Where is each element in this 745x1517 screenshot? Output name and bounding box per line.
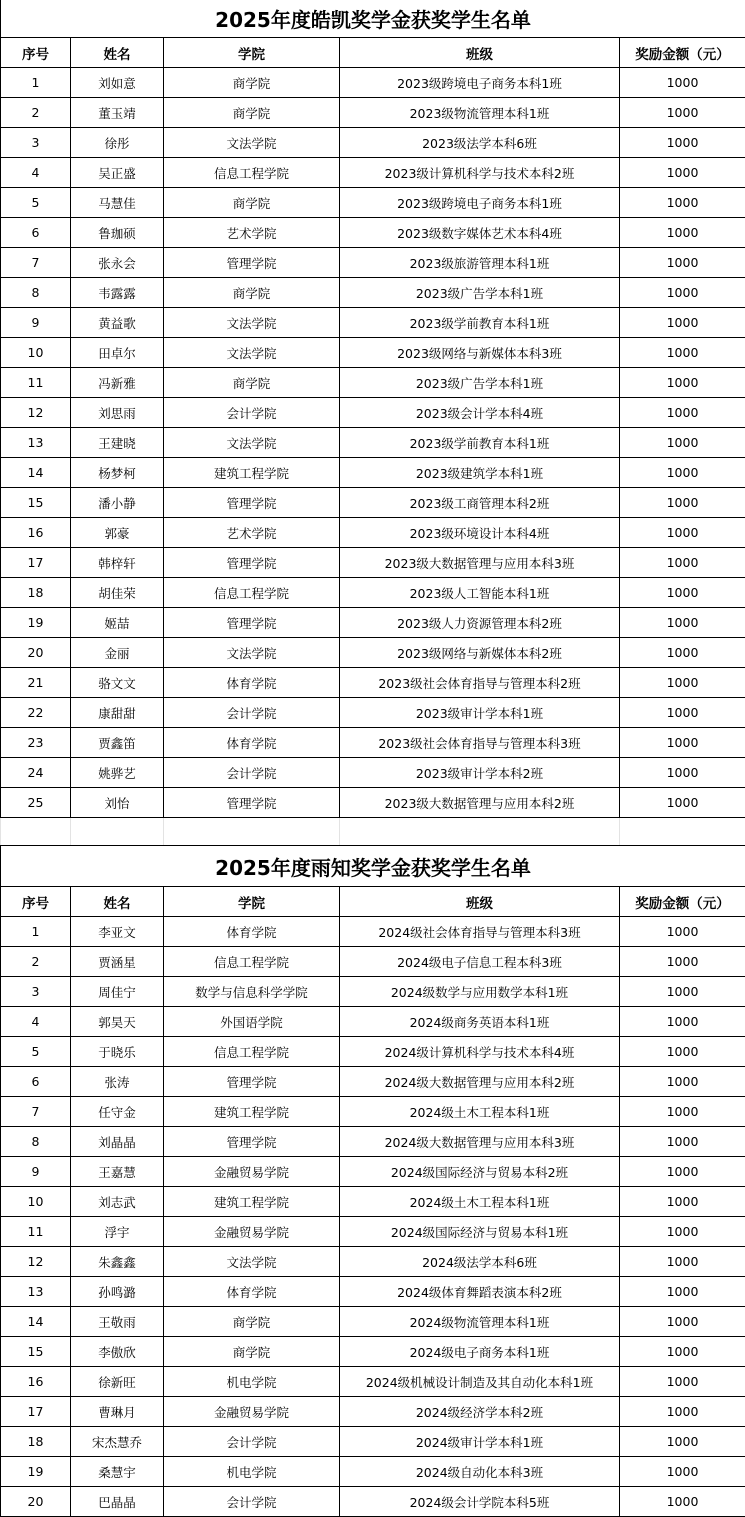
cell-name: 刘如意 bbox=[71, 68, 164, 98]
cell-index: 4 bbox=[1, 158, 71, 188]
table-row bbox=[1, 758, 745, 788]
cell-name: 刘志武 bbox=[71, 1187, 164, 1217]
cell-index: 20 bbox=[1, 1487, 71, 1517]
cell-class: 2024级国际经济与贸易本科1班 bbox=[340, 1217, 620, 1247]
table-row bbox=[1, 518, 745, 548]
cell-index: 12 bbox=[1, 1247, 71, 1277]
table-row bbox=[1, 1487, 745, 1517]
table-row bbox=[1, 548, 745, 578]
cell-amount: 1000 bbox=[620, 278, 745, 308]
table-row bbox=[1, 578, 745, 608]
cell-amount: 1000 bbox=[620, 1457, 745, 1487]
cell-college: 外国语学院 bbox=[164, 1007, 340, 1037]
cell-college: 文法学院 bbox=[164, 638, 340, 668]
cell-class: 2023级广告学本科1班 bbox=[340, 278, 620, 308]
cell-amount: 1000 bbox=[620, 1007, 745, 1037]
cell-college: 商学院 bbox=[164, 1337, 340, 1367]
cell-college: 建筑工程学院 bbox=[164, 458, 340, 488]
header-class: 班级 bbox=[340, 38, 620, 68]
cell-index: 1 bbox=[1, 917, 71, 947]
cell-name: 贾鑫笛 bbox=[71, 728, 164, 758]
cell-name: 于晓乐 bbox=[71, 1037, 164, 1067]
cell-amount: 1000 bbox=[620, 1487, 745, 1517]
cell-college: 管理学院 bbox=[164, 548, 340, 578]
cell-index: 24 bbox=[1, 758, 71, 788]
cell-class: 2023级学前教育本科1班 bbox=[340, 428, 620, 458]
table-row bbox=[1, 98, 745, 128]
cell-index: 15 bbox=[1, 488, 71, 518]
header-name: 姓名 bbox=[71, 887, 164, 917]
cell-class: 2024级电子信息工程本科3班 bbox=[340, 947, 620, 977]
table-row bbox=[1, 728, 745, 758]
cell-index: 25 bbox=[1, 788, 71, 818]
cell-index: 16 bbox=[1, 1367, 71, 1397]
cell-name: 吴正盛 bbox=[71, 158, 164, 188]
cell-name: 马慧佳 bbox=[71, 188, 164, 218]
cell-college: 金融贸易学院 bbox=[164, 1397, 340, 1427]
cell-name: 孙鸣潞 bbox=[71, 1277, 164, 1307]
cell-name: 浮宇 bbox=[71, 1217, 164, 1247]
cell-college: 体育学院 bbox=[164, 1277, 340, 1307]
cell-index: 14 bbox=[1, 458, 71, 488]
cell-name: 田卓尔 bbox=[71, 338, 164, 368]
cell-college: 会计学院 bbox=[164, 1487, 340, 1517]
cell-college: 文法学院 bbox=[164, 1247, 340, 1277]
cell-index: 5 bbox=[1, 188, 71, 218]
cell-college: 会计学院 bbox=[164, 758, 340, 788]
cell-index: 21 bbox=[1, 668, 71, 698]
cell-class: 2023级人力资源管理本科2班 bbox=[340, 608, 620, 638]
cell-class: 2023级大数据管理与应用本科3班 bbox=[340, 548, 620, 578]
cell-amount: 1000 bbox=[620, 1427, 745, 1457]
cell-class: 2023级数字媒体艺术本科4班 bbox=[340, 218, 620, 248]
cell-class: 2024级土木工程本科1班 bbox=[340, 1097, 620, 1127]
table-row bbox=[1, 278, 745, 308]
cell-name: 姚骅艺 bbox=[71, 758, 164, 788]
cell-index: 4 bbox=[1, 1007, 71, 1037]
table-row bbox=[1, 1247, 745, 1277]
cell-class: 2023级网络与新媒体本科3班 bbox=[340, 338, 620, 368]
cell-name: 董玉靖 bbox=[71, 98, 164, 128]
table-row bbox=[1, 218, 745, 248]
table-row bbox=[1, 1187, 745, 1217]
cell-college: 机电学院 bbox=[164, 1457, 340, 1487]
table-row bbox=[1, 308, 745, 338]
cell-college: 会计学院 bbox=[164, 698, 340, 728]
cell-name: 韦露露 bbox=[71, 278, 164, 308]
cell-amount: 1000 bbox=[620, 428, 745, 458]
cell-amount: 1000 bbox=[620, 128, 745, 158]
cell-index: 19 bbox=[1, 1457, 71, 1487]
cell-class: 2024级计算机科学与技术本科4班 bbox=[340, 1037, 620, 1067]
table-row bbox=[1, 917, 745, 947]
header-row bbox=[1, 887, 745, 917]
cell-amount: 1000 bbox=[620, 1097, 745, 1127]
table-row bbox=[1, 1427, 745, 1457]
cell-class: 2024级体育舞蹈表演本科2班 bbox=[340, 1277, 620, 1307]
cell-college: 金融贸易学院 bbox=[164, 1157, 340, 1187]
cell-class: 2024级大数据管理与应用本科2班 bbox=[340, 1067, 620, 1097]
cell-class: 2023级物流管理本科1班 bbox=[340, 98, 620, 128]
cell-college: 艺术学院 bbox=[164, 218, 340, 248]
cell-index: 8 bbox=[1, 278, 71, 308]
cell-amount: 1000 bbox=[620, 638, 745, 668]
table-row bbox=[1, 188, 745, 218]
cell-class: 2024级商务英语本科1班 bbox=[340, 1007, 620, 1037]
table-title: 2025年度皓凯奖学金获奖学生名单 bbox=[1, 0, 745, 38]
header-college: 学院 bbox=[164, 887, 340, 917]
cell-name: 鲁珈硕 bbox=[71, 218, 164, 248]
cell-index: 1 bbox=[1, 68, 71, 98]
cell-college: 信息工程学院 bbox=[164, 1037, 340, 1067]
cell-name: 任守金 bbox=[71, 1097, 164, 1127]
cell-amount: 1000 bbox=[620, 608, 745, 638]
cell-name: 贾涵星 bbox=[71, 947, 164, 977]
cell-class: 2024级国际经济与贸易本科2班 bbox=[340, 1157, 620, 1187]
cell-class: 2024级审计学本科1班 bbox=[340, 1427, 620, 1457]
cell-amount: 1000 bbox=[620, 758, 745, 788]
cell-index: 18 bbox=[1, 1427, 71, 1457]
cell-name: 王嘉慧 bbox=[71, 1157, 164, 1187]
table-row bbox=[1, 1307, 745, 1337]
cell-name: 骆文文 bbox=[71, 668, 164, 698]
cell-index: 3 bbox=[1, 977, 71, 1007]
cell-college: 体育学院 bbox=[164, 917, 340, 947]
cell-college: 体育学院 bbox=[164, 668, 340, 698]
header-amount: 奖励金额（元） bbox=[620, 38, 745, 68]
cell-index: 17 bbox=[1, 548, 71, 578]
table-row bbox=[1, 947, 745, 977]
table-row bbox=[1, 977, 745, 1007]
cell-amount: 1000 bbox=[620, 488, 745, 518]
table-row bbox=[1, 698, 745, 728]
cell-index: 13 bbox=[1, 428, 71, 458]
table-row bbox=[1, 608, 745, 638]
cell-name: 刘晶晶 bbox=[71, 1127, 164, 1157]
cell-class: 2023级广告学本科1班 bbox=[340, 368, 620, 398]
cell-index: 10 bbox=[1, 1187, 71, 1217]
cell-amount: 1000 bbox=[620, 1277, 745, 1307]
cell-amount: 1000 bbox=[620, 68, 745, 98]
cell-index: 17 bbox=[1, 1397, 71, 1427]
cell-index: 2 bbox=[1, 98, 71, 128]
header-college: 学院 bbox=[164, 38, 340, 68]
cell-name: 曹琳月 bbox=[71, 1397, 164, 1427]
scholarship-table-yuzhi bbox=[0, 845, 745, 1517]
cell-index: 7 bbox=[1, 1097, 71, 1127]
cell-college: 建筑工程学院 bbox=[164, 1187, 340, 1217]
cell-amount: 1000 bbox=[620, 698, 745, 728]
cell-index: 13 bbox=[1, 1277, 71, 1307]
table-row bbox=[1, 638, 745, 668]
table-row bbox=[1, 248, 745, 278]
table-row bbox=[1, 1037, 745, 1067]
cell-name: 朱鑫鑫 bbox=[71, 1247, 164, 1277]
cell-amount: 1000 bbox=[620, 218, 745, 248]
cell-college: 信息工程学院 bbox=[164, 947, 340, 977]
cell-college: 商学院 bbox=[164, 98, 340, 128]
cell-name: 金丽 bbox=[71, 638, 164, 668]
cell-class: 2023级会计学本科4班 bbox=[340, 398, 620, 428]
cell-index: 16 bbox=[1, 518, 71, 548]
cell-amount: 1000 bbox=[620, 1307, 745, 1337]
cell-amount: 1000 bbox=[620, 338, 745, 368]
cell-college: 文法学院 bbox=[164, 128, 340, 158]
table-row bbox=[1, 1157, 745, 1187]
cell-name: 刘怡 bbox=[71, 788, 164, 818]
cell-amount: 1000 bbox=[620, 308, 745, 338]
cell-class: 2024级土木工程本科1班 bbox=[340, 1187, 620, 1217]
header-index: 序号 bbox=[1, 887, 71, 917]
cell-college: 管理学院 bbox=[164, 1067, 340, 1097]
cell-class: 2023级审计学本科2班 bbox=[340, 758, 620, 788]
cell-name: 郭豪 bbox=[71, 518, 164, 548]
cell-amount: 1000 bbox=[620, 917, 745, 947]
cell-college: 商学院 bbox=[164, 368, 340, 398]
cell-class: 2023级跨境电子商务本科1班 bbox=[340, 188, 620, 218]
cell-name: 韩梓轩 bbox=[71, 548, 164, 578]
cell-name: 徐彤 bbox=[71, 128, 164, 158]
cell-class: 2023级计算机科学与技术本科2班 bbox=[340, 158, 620, 188]
cell-college: 管理学院 bbox=[164, 488, 340, 518]
cell-college: 文法学院 bbox=[164, 428, 340, 458]
cell-college: 信息工程学院 bbox=[164, 158, 340, 188]
cell-name: 张涛 bbox=[71, 1067, 164, 1097]
cell-amount: 1000 bbox=[620, 398, 745, 428]
header-row bbox=[1, 38, 745, 68]
cell-college: 金融贸易学院 bbox=[164, 1217, 340, 1247]
cell-college: 机电学院 bbox=[164, 1367, 340, 1397]
cell-class: 2024级自动化本科3班 bbox=[340, 1457, 620, 1487]
cell-college: 管理学院 bbox=[164, 788, 340, 818]
cell-name: 潘小静 bbox=[71, 488, 164, 518]
cell-amount: 1000 bbox=[620, 1127, 745, 1157]
cell-name: 郭昊天 bbox=[71, 1007, 164, 1037]
cell-index: 12 bbox=[1, 398, 71, 428]
cell-index: 22 bbox=[1, 698, 71, 728]
cell-college: 艺术学院 bbox=[164, 518, 340, 548]
cell-name: 王建晓 bbox=[71, 428, 164, 458]
cell-index: 9 bbox=[1, 1157, 71, 1187]
cell-name: 杨梦柯 bbox=[71, 458, 164, 488]
cell-college: 管理学院 bbox=[164, 248, 340, 278]
cell-index: 6 bbox=[1, 1067, 71, 1097]
cell-class: 2023级社会体育指导与管理本科3班 bbox=[340, 728, 620, 758]
table-row bbox=[1, 338, 745, 368]
cell-college: 管理学院 bbox=[164, 608, 340, 638]
table-row bbox=[1, 1337, 745, 1367]
cell-amount: 1000 bbox=[620, 1337, 745, 1367]
cell-amount: 1000 bbox=[620, 1067, 745, 1097]
cell-class: 2024级大数据管理与应用本科3班 bbox=[340, 1127, 620, 1157]
cell-name: 康甜甜 bbox=[71, 698, 164, 728]
cell-class: 2023级跨境电子商务本科1班 bbox=[340, 68, 620, 98]
table-row bbox=[1, 1217, 745, 1247]
cell-name: 张永会 bbox=[71, 248, 164, 278]
table-title: 2025年度雨知奖学金获奖学生名单 bbox=[1, 846, 745, 887]
cell-amount: 1000 bbox=[620, 788, 745, 818]
cell-amount: 1000 bbox=[620, 188, 745, 218]
cell-index: 19 bbox=[1, 608, 71, 638]
cell-college: 文法学院 bbox=[164, 308, 340, 338]
cell-name: 黄益歌 bbox=[71, 308, 164, 338]
cell-class: 2023级法学本科6班 bbox=[340, 128, 620, 158]
table-row bbox=[1, 488, 745, 518]
cell-college: 信息工程学院 bbox=[164, 578, 340, 608]
cell-college: 商学院 bbox=[164, 278, 340, 308]
cell-index: 18 bbox=[1, 578, 71, 608]
table-row bbox=[1, 1367, 745, 1397]
cell-college: 会计学院 bbox=[164, 398, 340, 428]
cell-index: 23 bbox=[1, 728, 71, 758]
table-row bbox=[1, 788, 745, 818]
cell-amount: 1000 bbox=[620, 668, 745, 698]
cell-name: 李亚文 bbox=[71, 917, 164, 947]
blank-row bbox=[0, 818, 745, 845]
cell-class: 2024级社会体育指导与管理本科3班 bbox=[340, 917, 620, 947]
cell-name: 刘思雨 bbox=[71, 398, 164, 428]
table-row bbox=[1, 68, 745, 98]
table-row bbox=[1, 1397, 745, 1427]
cell-amount: 1000 bbox=[620, 518, 745, 548]
cell-college: 商学院 bbox=[164, 1307, 340, 1337]
cell-college: 管理学院 bbox=[164, 1127, 340, 1157]
cell-name: 胡佳荣 bbox=[71, 578, 164, 608]
cell-college: 文法学院 bbox=[164, 338, 340, 368]
cell-amount: 1000 bbox=[620, 98, 745, 128]
cell-amount: 1000 bbox=[620, 548, 745, 578]
cell-college: 体育学院 bbox=[164, 728, 340, 758]
header-class: 班级 bbox=[340, 887, 620, 917]
cell-college: 建筑工程学院 bbox=[164, 1097, 340, 1127]
cell-index: 9 bbox=[1, 308, 71, 338]
cell-class: 2023级学前教育本科1班 bbox=[340, 308, 620, 338]
cell-class: 2024级法学本科6班 bbox=[340, 1247, 620, 1277]
table-row bbox=[1, 368, 745, 398]
cell-class: 2024级电子商务本科1班 bbox=[340, 1337, 620, 1367]
cell-name: 巴晶晶 bbox=[71, 1487, 164, 1517]
table-row bbox=[1, 1097, 745, 1127]
table-row bbox=[1, 1457, 745, 1487]
cell-class: 2023级人工智能本科1班 bbox=[340, 578, 620, 608]
table-row bbox=[1, 158, 745, 188]
cell-amount: 1000 bbox=[620, 248, 745, 278]
cell-index: 20 bbox=[1, 638, 71, 668]
cell-index: 14 bbox=[1, 1307, 71, 1337]
cell-amount: 1000 bbox=[620, 728, 745, 758]
cell-name: 桑慧宇 bbox=[71, 1457, 164, 1487]
cell-class: 2024级物流管理本科1班 bbox=[340, 1307, 620, 1337]
cell-name: 冯新雅 bbox=[71, 368, 164, 398]
cell-index: 7 bbox=[1, 248, 71, 278]
cell-class: 2024级机械设计制造及其自动化本科1班 bbox=[340, 1367, 620, 1397]
table-row bbox=[1, 128, 745, 158]
cell-amount: 1000 bbox=[620, 977, 745, 1007]
cell-amount: 1000 bbox=[620, 368, 745, 398]
cell-index: 6 bbox=[1, 218, 71, 248]
cell-index: 10 bbox=[1, 338, 71, 368]
table-row bbox=[1, 1007, 745, 1037]
cell-class: 2023级工商管理本科2班 bbox=[340, 488, 620, 518]
table-row bbox=[1, 668, 745, 698]
cell-name: 宋杰慧乔 bbox=[71, 1427, 164, 1457]
cell-college: 商学院 bbox=[164, 68, 340, 98]
cell-amount: 1000 bbox=[620, 1157, 745, 1187]
cell-amount: 1000 bbox=[620, 158, 745, 188]
cell-amount: 1000 bbox=[620, 458, 745, 488]
cell-amount: 1000 bbox=[620, 1037, 745, 1067]
cell-index: 3 bbox=[1, 128, 71, 158]
cell-name: 李傲欣 bbox=[71, 1337, 164, 1367]
cell-name: 徐新旺 bbox=[71, 1367, 164, 1397]
table-row bbox=[1, 1127, 745, 1157]
cell-class: 2024级会计学院本科5班 bbox=[340, 1487, 620, 1517]
cell-index: 5 bbox=[1, 1037, 71, 1067]
cell-index: 8 bbox=[1, 1127, 71, 1157]
table-row bbox=[1, 458, 745, 488]
cell-index: 11 bbox=[1, 368, 71, 398]
cell-name: 王敬雨 bbox=[71, 1307, 164, 1337]
cell-class: 2023级旅游管理本科1班 bbox=[340, 248, 620, 278]
cell-college: 会计学院 bbox=[164, 1427, 340, 1457]
cell-amount: 1000 bbox=[620, 947, 745, 977]
cell-college: 数学与信息科学学院 bbox=[164, 977, 340, 1007]
cell-class: 2023级审计学本科1班 bbox=[340, 698, 620, 728]
header-index: 序号 bbox=[1, 38, 71, 68]
cell-amount: 1000 bbox=[620, 1217, 745, 1247]
cell-name: 周佳宁 bbox=[71, 977, 164, 1007]
cell-index: 15 bbox=[1, 1337, 71, 1367]
cell-class: 2023级大数据管理与应用本科2班 bbox=[340, 788, 620, 818]
table-row bbox=[1, 1277, 745, 1307]
cell-amount: 1000 bbox=[620, 1397, 745, 1427]
cell-class: 2023级建筑学本科1班 bbox=[340, 458, 620, 488]
cell-class: 2023级网络与新媒体本科2班 bbox=[340, 638, 620, 668]
cell-class: 2024级数学与应用数学本科1班 bbox=[340, 977, 620, 1007]
cell-amount: 1000 bbox=[620, 1367, 745, 1397]
cell-amount: 1000 bbox=[620, 578, 745, 608]
cell-index: 2 bbox=[1, 947, 71, 977]
cell-class: 2024级经济学本科2班 bbox=[340, 1397, 620, 1427]
table-row bbox=[1, 398, 745, 428]
header-name: 姓名 bbox=[71, 38, 164, 68]
cell-name: 姬喆 bbox=[71, 608, 164, 638]
cell-college: 商学院 bbox=[164, 188, 340, 218]
cell-index: 11 bbox=[1, 1217, 71, 1247]
table-row bbox=[1, 428, 745, 458]
table-row bbox=[1, 1067, 745, 1097]
cell-amount: 1000 bbox=[620, 1247, 745, 1277]
header-amount: 奖励金额（元） bbox=[620, 887, 745, 917]
cell-amount: 1000 bbox=[620, 1187, 745, 1217]
cell-class: 2023级社会体育指导与管理本科2班 bbox=[340, 668, 620, 698]
cell-class: 2023级环境设计本科4班 bbox=[340, 518, 620, 548]
